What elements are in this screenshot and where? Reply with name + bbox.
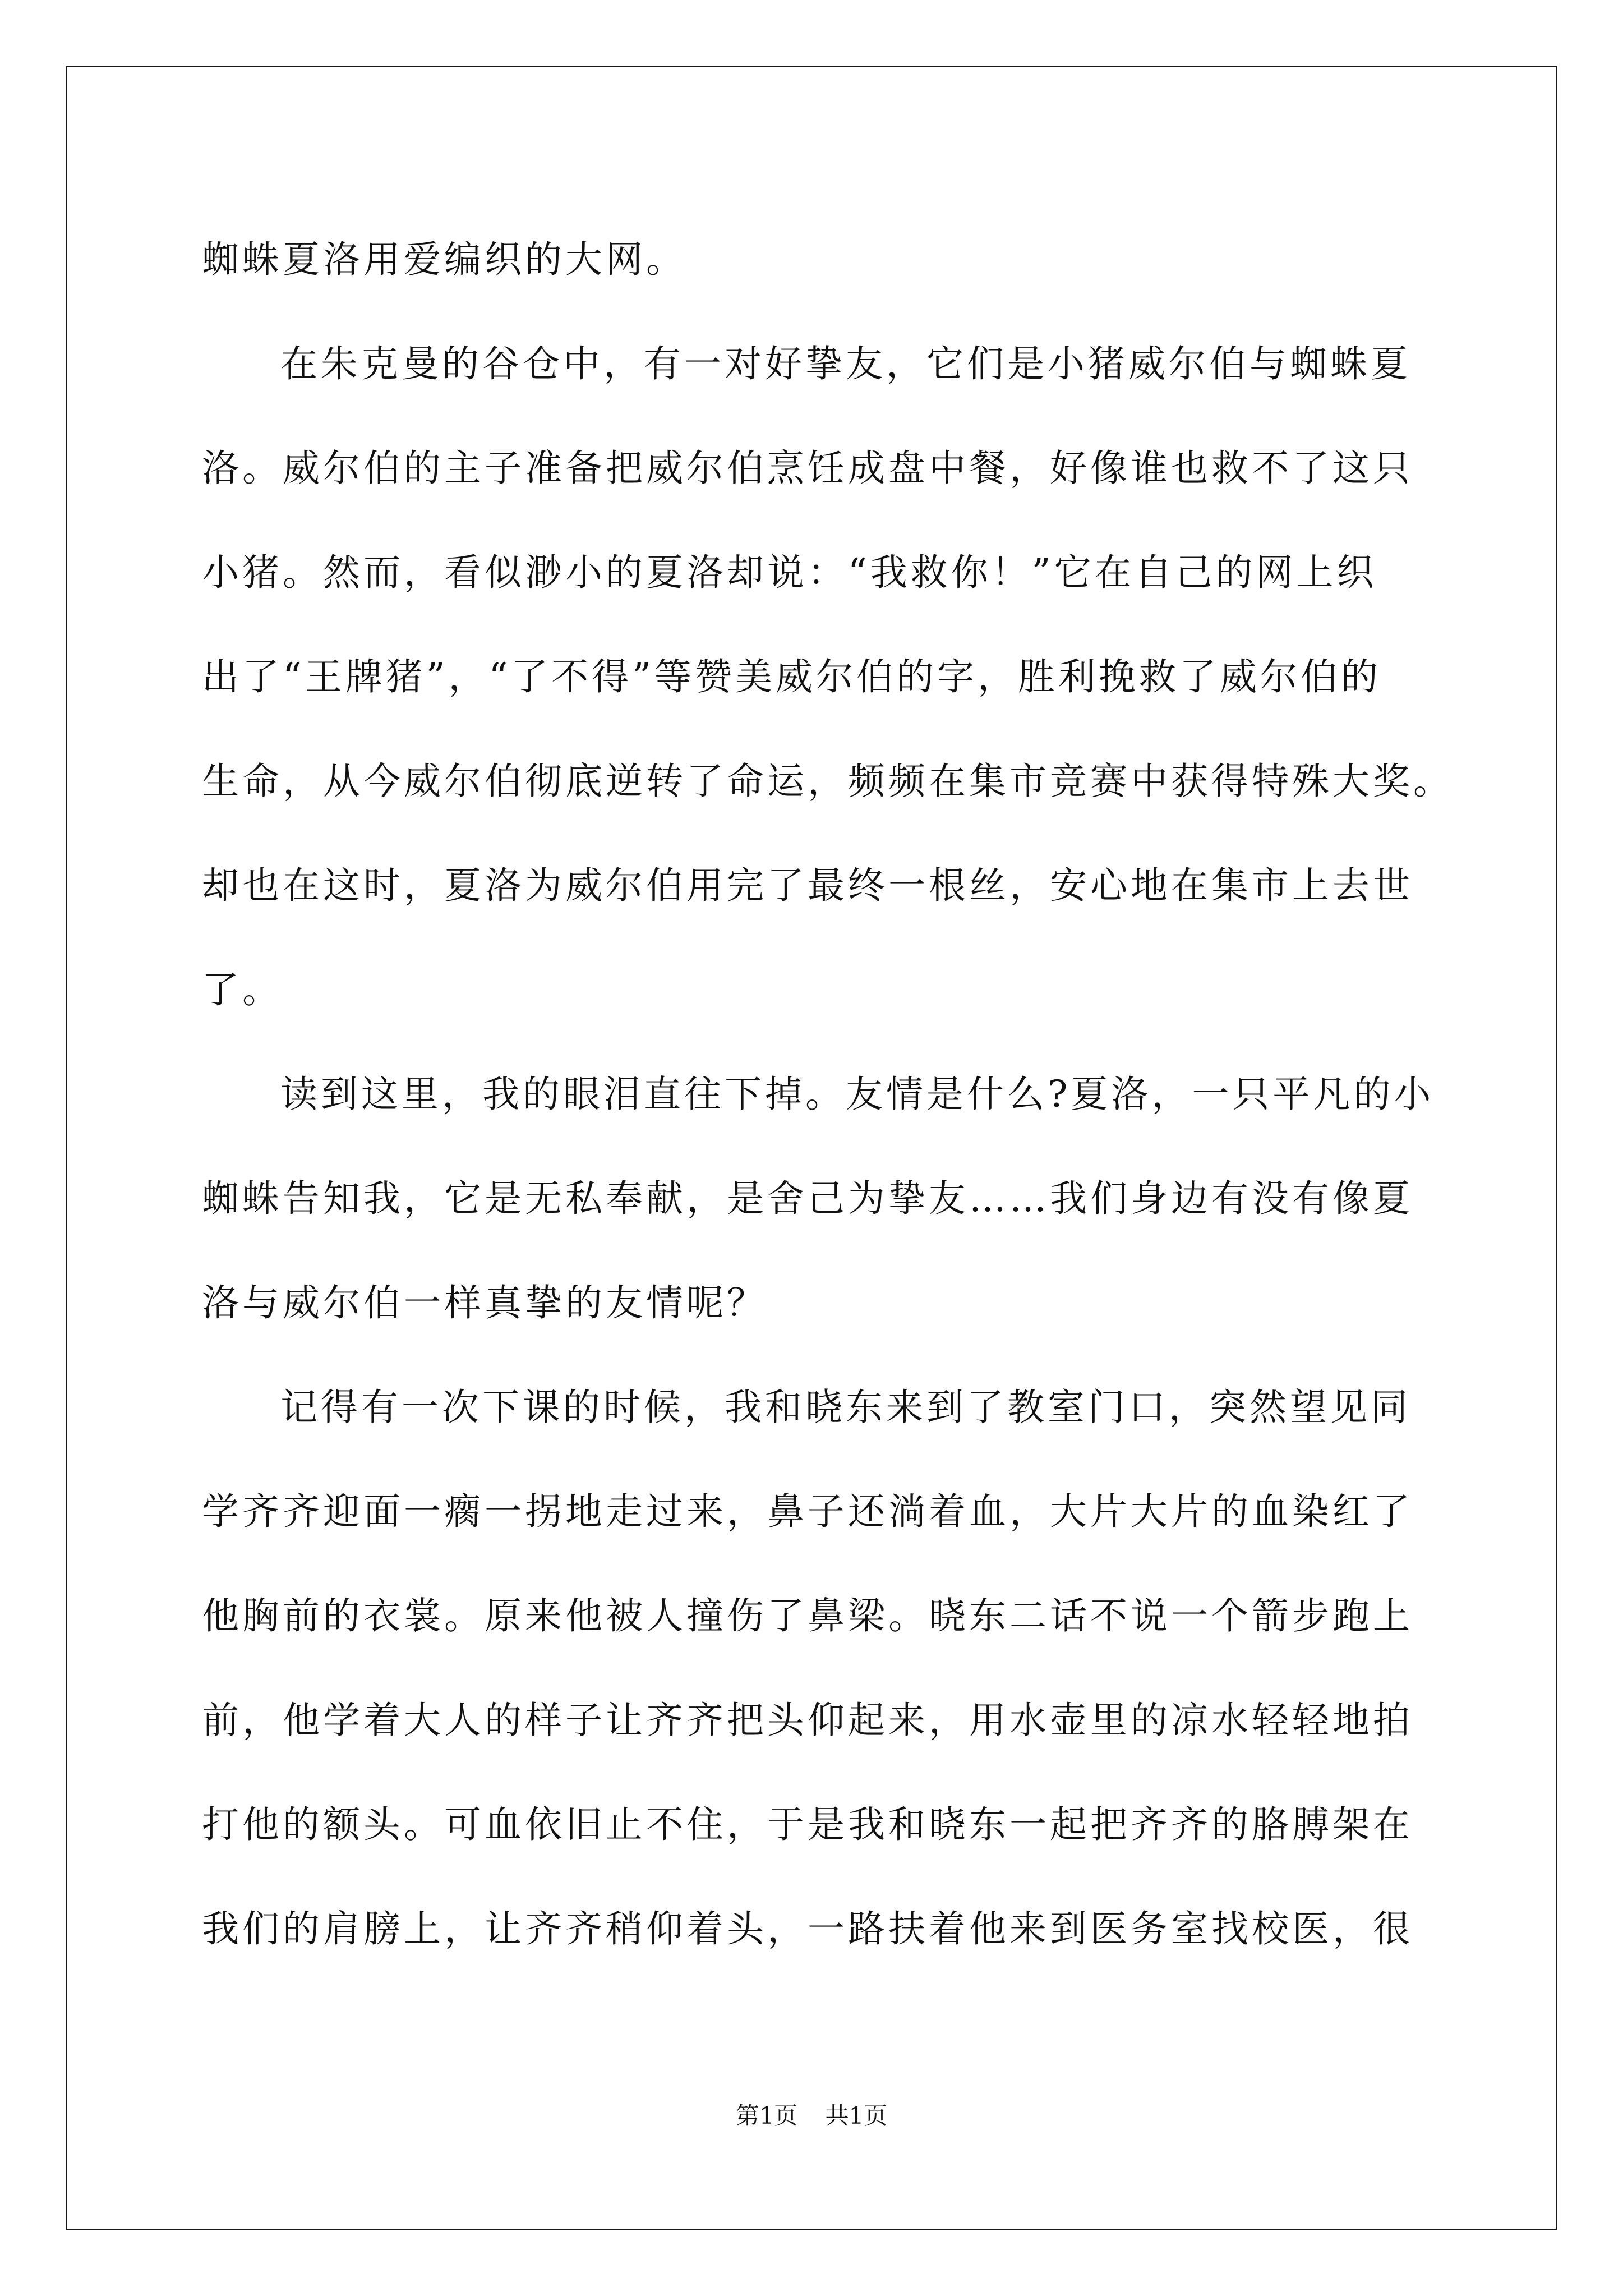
text-line: 出了“王牌猪”，“了不得”等赞美威尔伯的字，胜利挽救了威尔伯的 <box>202 655 1381 698</box>
text-line: 打他的额头。可血依旧止不住，于是我和晓东一起把齐齐的胳膊架在 <box>202 1803 1413 1846</box>
document-body <box>202 208 1454 1981</box>
text-line: 在朱克曼的谷仓中，有一对好挚友，它们是小猪威尔伯与蜘蛛夏 <box>280 342 1411 385</box>
text-line: 蜘蛛告知我，它是无私奉献，是舍己为挚友……我们身边有没有像夏 <box>202 1177 1413 1220</box>
page-total: 共1页 <box>825 2102 888 2129</box>
text-line: 他胸前的衣裳。原来他被人撞伤了鼻梁。晓东二话不说一个箭步跑上 <box>202 1594 1413 1637</box>
text-line: 我们的肩膀上，让齐齐稍仰着头，一路扶着他来到医务室找校医，很 <box>202 1907 1413 1950</box>
text-line: 学齐齐迎面一瘸一拐地走过来，鼻子还淌着血，大片大片的血染红了 <box>202 1490 1413 1533</box>
page-number: 第1页 <box>735 2102 798 2129</box>
text-line: 记得有一次下课的时候，我和晓东来到了教室门口，突然望见同 <box>280 1386 1411 1429</box>
text-line: 洛与威尔伯一样真挚的友情呢？ <box>202 1281 767 1324</box>
text-line: 了。 <box>202 968 283 1011</box>
text-line: 生命，从今威尔伯彻底逆转了命运，频频在集市竞赛中获得特殊大奖。 <box>202 760 1454 803</box>
text-line: 读到这里，我的眼泪直往下掉。友情是什么?夏洛，一只平凡的小 <box>280 1073 1435 1116</box>
text-line: 前，他学着大人的样子让齐齐把头仰起来，用水壶里的凉水轻轻地拍 <box>202 1699 1413 1742</box>
text-line: 小猪。然而，看似渺小的夏洛却说：“我救你！”它在自己的网上织 <box>202 551 1377 594</box>
text-line: 洛。威尔伯的主子准备把威尔伯烹饪成盘中餐，好像谁也救不了这只 <box>202 447 1413 490</box>
text-line: 蜘蛛夏洛用爱编织的大网。 <box>202 238 686 281</box>
page-footer <box>0 2099 1623 2133</box>
text-line: 却也在这时，夏洛为威尔伯用完了最终一根丝，安心地在集市上去世 <box>202 864 1413 907</box>
